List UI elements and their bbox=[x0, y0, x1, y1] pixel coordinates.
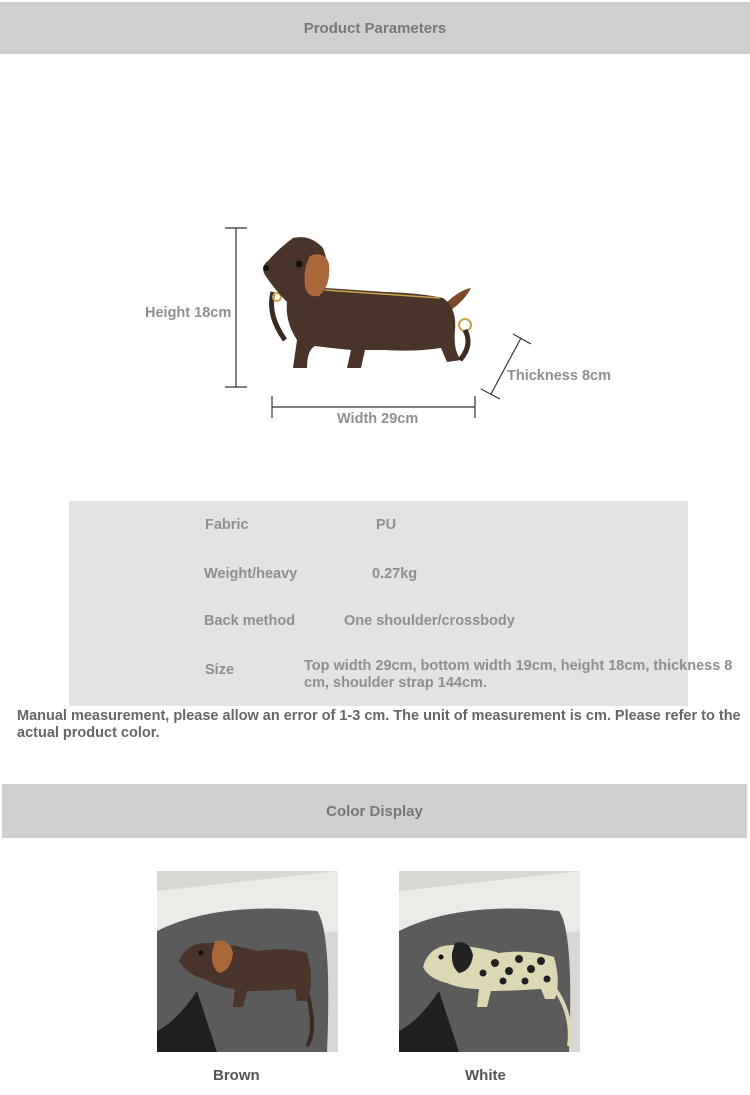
measurement-note: Manual measurement, please allow an error of 1-3 cm. The unit of measurement is cm. Please refer to the actual product color. bbox=[17, 708, 741, 741]
white-color-label: White bbox=[465, 1067, 506, 1084]
param-label-fabric: Fabric bbox=[205, 517, 249, 533]
param-value-weight: 0.27kg bbox=[372, 566, 418, 582]
param-value-fabric: PU bbox=[376, 517, 397, 533]
brown-color-photo[interactable] bbox=[157, 871, 338, 1052]
product-image bbox=[215, 220, 545, 430]
param-value-back-method: One shoulder/crossbody bbox=[344, 613, 515, 629]
color-display-title: Color Display bbox=[326, 802, 423, 820]
param-label-back-method: Back method bbox=[204, 613, 296, 629]
product-parameters-banner bbox=[0, 2, 750, 54]
thickness-label: Thickness 8cm bbox=[507, 368, 611, 384]
param-label-weight: Weight/heavy bbox=[204, 566, 298, 582]
brown-color-label: Brown bbox=[213, 1067, 260, 1084]
height-dimension-line bbox=[225, 228, 247, 387]
param-label-size: Size bbox=[205, 662, 235, 678]
width-label: Width 29cm bbox=[337, 411, 419, 427]
height-label: Height 18cm bbox=[145, 305, 232, 321]
thickness-dimension-line bbox=[481, 334, 531, 399]
dog-bag-body bbox=[263, 237, 461, 368]
color-display-banner bbox=[2, 784, 747, 838]
width-dimension-line bbox=[272, 396, 475, 418]
param-value-size: Top width 29cm, bottom width 19cm, height 18cm, thickness 8 cm, shoulder strap 144cm. bbox=[304, 658, 733, 691]
white-color-photo[interactable] bbox=[399, 871, 580, 1052]
product-parameters-title: Product Parameters bbox=[303, 19, 447, 37]
